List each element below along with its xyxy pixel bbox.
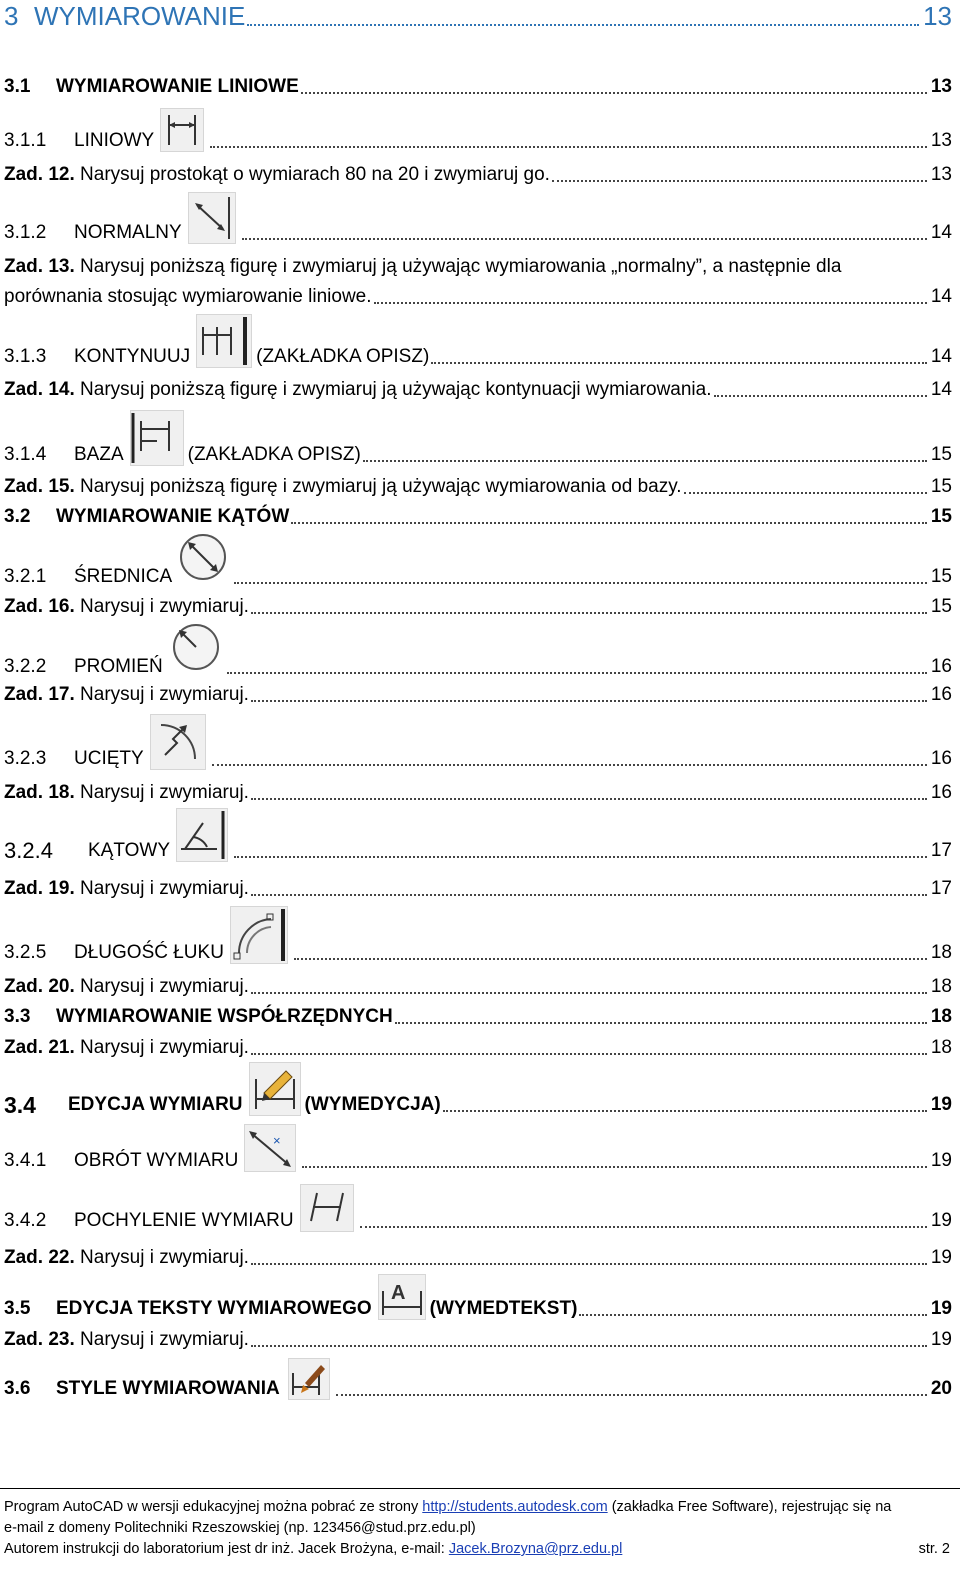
toc-page: 15 — [930, 444, 952, 465]
oblique-dimension-icon — [300, 1184, 354, 1232]
leader-dots — [251, 788, 927, 800]
footer-line-2: e-mail z domeny Politechniki Rzeszowskiej (np. 123456@stud.prz.edu.pl) — [4, 1520, 476, 1536]
leader-dots — [251, 1043, 927, 1055]
toc-number: 3.5 — [4, 1298, 31, 1319]
toc-page: 15 — [930, 596, 952, 617]
toc-title: OBRÓT WYMIARU — [74, 1150, 239, 1171]
exercise-text: Narysuj poniższą figurę i zwymiaruj ją używając wymiarowania „normalny”, a następnie dla — [80, 256, 842, 277]
toc-exercise-12[interactable] — [4, 164, 952, 186]
leader-dots — [251, 602, 927, 614]
toc-section-3-6[interactable] — [4, 1358, 952, 1400]
exercise-text: Narysuj i zwymiaruj. — [80, 782, 249, 803]
toc-title: KĄTOWY — [88, 840, 170, 861]
linear-dimension-icon — [160, 108, 204, 152]
leader-dots — [242, 228, 927, 240]
toc-number: 3.2.3 — [4, 748, 47, 769]
leader-dots — [363, 450, 927, 462]
leader-dots — [443, 1100, 927, 1112]
toc-page: 17 — [930, 840, 952, 861]
exercise-text-continued: porównania stosując wymiarowanie liniowe. — [4, 286, 372, 307]
toc-page: 13 — [930, 130, 952, 151]
leader-dots — [374, 292, 927, 304]
toc-title: KONTYNUUJ — [74, 346, 191, 367]
toc-subsection-3-2-1[interactable] — [4, 532, 952, 588]
toc-number: 3.4 — [4, 1092, 36, 1118]
toc-title: WYMIAROWANIE LINIOWE — [56, 76, 299, 97]
toc-subsection-3-2-5[interactable] — [4, 906, 952, 964]
exercise-text: Narysuj i zwymiaruj. — [80, 596, 249, 617]
toc-page: 19 — [930, 1210, 952, 1231]
autodesk-link[interactable]: http://students.autodesk.com — [422, 1499, 608, 1515]
exercise-number: Zad. 13. — [4, 256, 75, 277]
toc-title: EDYCJA WYMIARU — [68, 1094, 243, 1115]
toc-subsection-3-1-1[interactable] — [4, 108, 952, 152]
toc-page: 15 — [930, 506, 952, 527]
toc-page: 14 — [930, 346, 952, 367]
toc-page: 15 — [930, 566, 952, 587]
toc-page: 14 — [930, 286, 952, 307]
leader-dots — [431, 352, 927, 364]
diameter-icon — [178, 532, 228, 588]
toc-exercise-23[interactable] — [4, 1329, 952, 1351]
toc-section-3-4[interactable] — [4, 1062, 952, 1116]
toc-exercise-16[interactable] — [4, 596, 952, 618]
toc-title: NORMALNY — [74, 222, 182, 243]
toc-page: 19 — [930, 1150, 952, 1171]
toc-number: 3 — [4, 1, 19, 31]
toc-exercise-21[interactable] — [4, 1037, 952, 1059]
toc-exercise-13-line1[interactable] — [4, 256, 952, 278]
leader-dots — [291, 512, 927, 524]
leader-dots — [552, 170, 927, 182]
jogged-icon — [150, 714, 206, 770]
leader-dots — [301, 82, 927, 94]
toc-page: 18 — [930, 976, 952, 997]
toc-page: 19 — [930, 1298, 952, 1319]
toc-page: 15 — [930, 476, 952, 497]
toc-chapter-3[interactable] — [4, 2, 952, 30]
leader-dots — [360, 1216, 927, 1228]
toc-subsection-3-2-4[interactable] — [4, 808, 952, 862]
radius-icon — [171, 622, 221, 678]
page-number: str. 2 — [918, 1541, 950, 1557]
exercise-number: Zad. 16. — [4, 596, 75, 617]
toc-page: 18 — [930, 1006, 952, 1027]
leader-dots — [579, 1304, 926, 1316]
toc-exercise-22[interactable] — [4, 1247, 952, 1269]
toc-page: 16 — [930, 748, 952, 769]
exercise-number: Zad. 19. — [4, 878, 75, 899]
exercise-text: Narysuj i zwymiaruj. — [80, 1329, 249, 1350]
leader-dots — [251, 1335, 927, 1347]
dimension-edit-icon — [249, 1062, 301, 1116]
toc-page: 14 — [930, 379, 952, 400]
toc-title-suffix: (ZAKŁADKA OPISZ) — [187, 444, 361, 465]
toc-subsection-3-1-3[interactable] — [4, 314, 952, 368]
toc-exercise-19[interactable] — [4, 878, 952, 900]
toc-page: 18 — [930, 1037, 952, 1058]
exercise-text: Narysuj i zwymiaruj. — [80, 878, 249, 899]
toc-page: 13 — [930, 76, 952, 97]
toc-title: UCIĘTY — [74, 748, 144, 769]
leader-dots — [302, 1156, 927, 1168]
toc-page: 16 — [930, 656, 952, 677]
toc-page: 19 — [930, 1247, 952, 1268]
exercise-number: Zad. 15. — [4, 476, 75, 497]
toc-section-3-2[interactable] — [4, 506, 952, 528]
toc-subsection-3-1-2[interactable] — [4, 192, 952, 244]
arc-length-icon — [230, 906, 288, 964]
leader-dots — [234, 572, 927, 584]
exercise-text: Narysuj i zwymiaruj. — [80, 976, 249, 997]
toc-title: WYMIAROWANIE — [34, 1, 246, 31]
toc-page: 20 — [930, 1378, 952, 1399]
toc-title: LINIOWY — [74, 130, 155, 151]
toc-number: 3.2.2 — [4, 656, 47, 677]
toc-exercise-14[interactable] — [4, 379, 952, 401]
leader-dots — [251, 884, 927, 896]
footer — [4, 1497, 950, 1560]
toc-title: PROMIEŃ — [74, 656, 163, 677]
toc-exercise-13-line2[interactable] — [4, 286, 952, 308]
toc-number: 3.2.4 — [4, 838, 53, 863]
toc-page: 14 — [930, 222, 952, 243]
footer-rule — [0, 1488, 960, 1489]
exercise-text: Narysuj i zwymiaruj. — [80, 684, 249, 705]
leader-dots — [210, 136, 927, 148]
toc-number: 3.1.2 — [4, 222, 47, 243]
leader-dots — [212, 754, 927, 766]
toc-title: WYMIAROWANIE KĄTÓW — [56, 506, 290, 527]
continue-dimension-icon — [196, 314, 252, 368]
aligned-dimension-icon — [188, 192, 236, 244]
toc-section-3-3[interactable] — [4, 1006, 952, 1028]
toc-number: 3.1.3 — [4, 346, 47, 367]
toc-page: 19 — [930, 1094, 952, 1115]
toc-number: 3.2.5 — [4, 942, 47, 963]
toc-subsection-3-2-2[interactable] — [4, 622, 952, 678]
toc-title: EDYCJA TEKSTY WYMIAROWEGO — [56, 1298, 372, 1319]
toc-page: 18 — [930, 942, 952, 963]
toc-page: 13 — [930, 164, 952, 185]
svg-text:A: A — [390, 1282, 406, 1304]
exercise-text: Narysuj poniższą figurę i zwymiaruj ją używając wymiarowania od bazy. — [80, 476, 682, 497]
toc-number: 3.1.4 — [4, 444, 47, 465]
rotate-dimension-icon — [244, 1124, 296, 1172]
exercise-text: Narysuj prostokąt o wymiarach 80 na 20 i zwymiaruj go. — [80, 164, 550, 185]
leader-dots — [395, 1012, 927, 1024]
toc-title-suffix: (WYMEDYCJA) — [304, 1094, 441, 1115]
toc-number: 3.2.1 — [4, 566, 47, 587]
leader-dots — [294, 948, 927, 960]
exercise-number: Zad. 14. — [4, 379, 75, 400]
leader-dots — [227, 662, 927, 674]
exercise-number: Zad. 18. — [4, 782, 75, 803]
leader-dots — [684, 482, 927, 494]
toc-number: 3.4.1 — [4, 1150, 47, 1171]
toc-title: DŁUGOŚĆ ŁUKU — [74, 942, 224, 963]
leader-dots — [247, 14, 919, 26]
toc-page: 16 — [930, 782, 952, 803]
toc-title: BAZA — [74, 444, 124, 465]
toc-page: 16 — [930, 684, 952, 705]
exercise-number: Zad. 20. — [4, 976, 75, 997]
exercise-number: Zad. 17. — [4, 684, 75, 705]
toc-subsection-3-1-4[interactable] — [4, 410, 952, 466]
toc-subsection-3-4-1[interactable] — [4, 1124, 952, 1172]
exercise-number: Zad. 21. — [4, 1037, 75, 1058]
toc-page: 19 — [930, 1329, 952, 1350]
toc-section-3-5[interactable] — [4, 1274, 952, 1320]
toc-number: 3.1 — [4, 76, 31, 97]
toc-number: 3.3 — [4, 1006, 31, 1027]
toc-number: 3.2 — [4, 506, 31, 527]
exercise-number: Zad. 23. — [4, 1329, 75, 1350]
toc-number: 3.6 — [4, 1378, 31, 1399]
dimension-style-icon — [288, 1358, 330, 1400]
toc-page: 13 — [923, 1, 952, 31]
author-email-link[interactable]: Jacek.Brozyna@prz.edu.pl — [448, 1541, 623, 1557]
exercise-number: Zad. 22. — [4, 1247, 75, 1268]
toc-title: POCHYLENIE WYMIARU — [74, 1210, 294, 1231]
toc-title-suffix: (ZAKŁADKA OPISZ) — [256, 346, 430, 367]
toc-title: ŚREDNICA — [74, 566, 173, 587]
toc-section-3-1[interactable] — [4, 76, 952, 98]
footer-line-3: Autorem instrukcji do laboratorium jest dr inż. Jacek Brożyna, e-mail: Jacek.Brozyna@prz.edu.pl str. 2 — [4, 1539, 950, 1560]
toc-title: WYMIAROWANIE WSPÓŁRZĘDNYCH — [56, 1006, 393, 1027]
svg-text:×: × — [273, 1133, 281, 1148]
leader-dots — [251, 1253, 927, 1265]
toc-exercise-20[interactable] — [4, 976, 952, 998]
angular-icon — [176, 808, 228, 862]
exercise-number: Zad. 12. — [4, 164, 75, 185]
toc-exercise-15[interactable] — [4, 476, 952, 498]
exercise-text: Narysuj i zwymiaruj. — [80, 1037, 249, 1058]
exercise-text: Narysuj i zwymiaruj. — [80, 1247, 249, 1268]
footer-line-1: Program AutoCAD w wersji edukacyjnej można pobrać ze strony http://students.autodesk.com (zakładka Free Software), rejestrując się na — [4, 1499, 892, 1515]
toc-title: STYLE WYMIAROWANIA — [56, 1378, 280, 1399]
toc-number: 3.4.2 — [4, 1210, 47, 1231]
baseline-dimension-icon — [130, 410, 184, 466]
leader-dots — [251, 982, 927, 994]
toc-number: 3.1.1 — [4, 130, 47, 151]
exercise-text: Narysuj poniższą figurę i zwymiaruj ją używając kontynuacji wymiarowania. — [80, 379, 712, 400]
leader-dots — [251, 690, 927, 702]
toc-page: 17 — [930, 878, 952, 899]
toc-title-suffix: (WYMEDTEKST) — [429, 1298, 578, 1319]
toc-subsection-3-4-2[interactable] — [4, 1184, 952, 1232]
toc-exercise-18[interactable] — [4, 782, 952, 804]
dimension-text-edit-icon — [378, 1274, 426, 1320]
toc-exercise-17[interactable] — [4, 684, 952, 706]
leader-dots — [714, 385, 927, 397]
leader-dots — [234, 846, 927, 858]
leader-dots — [336, 1384, 927, 1396]
toc-subsection-3-2-3[interactable] — [4, 714, 952, 770]
